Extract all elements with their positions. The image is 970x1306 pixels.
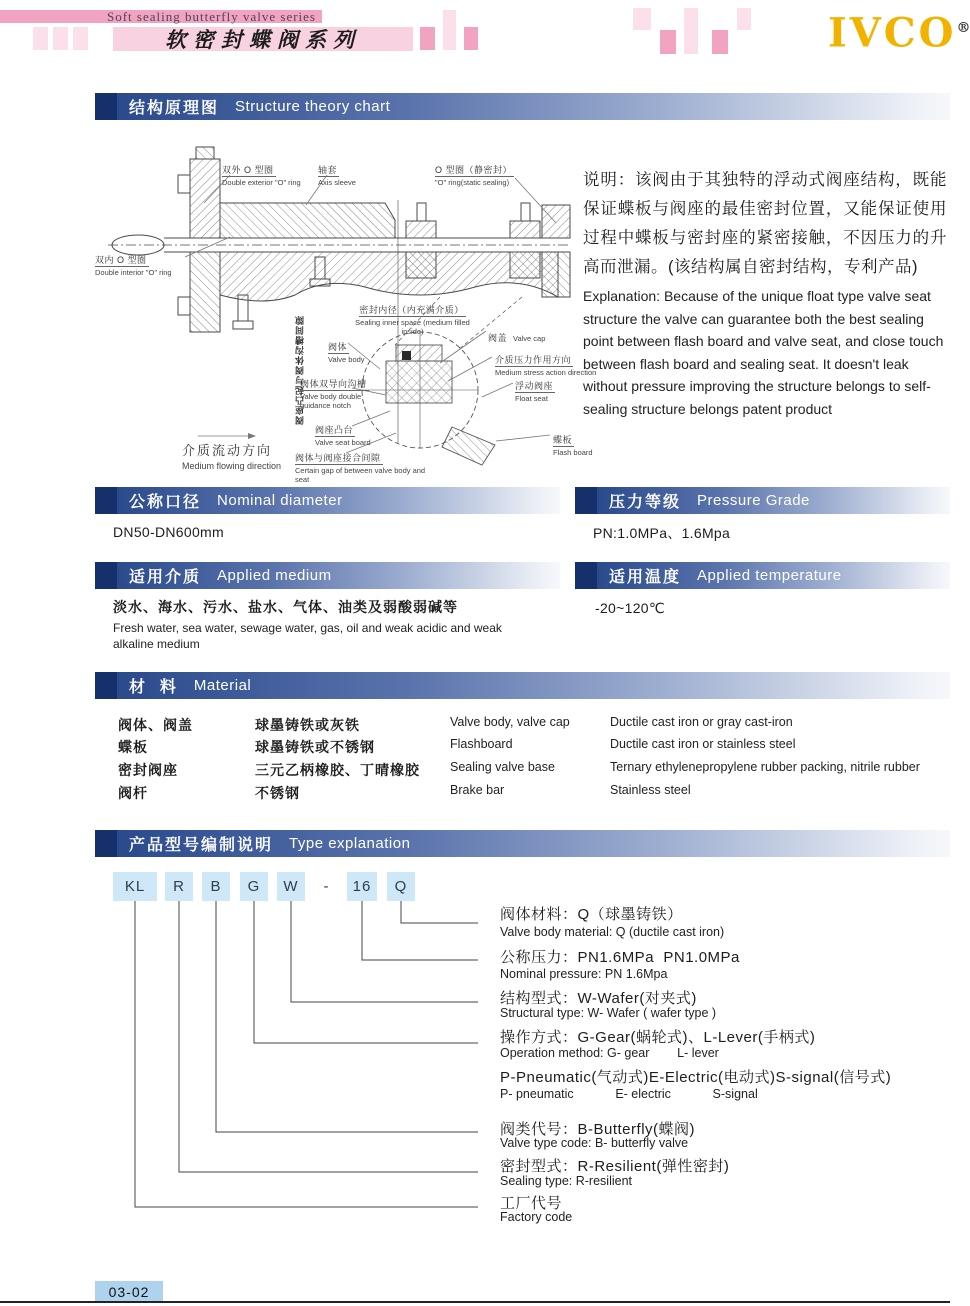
bar-accent-square [95, 672, 117, 699]
material-en-name: Flashboard [450, 737, 513, 751]
footer-rule [0, 1301, 950, 1303]
type-row-en: Sealing type: R-resilient [500, 1174, 633, 1188]
section-medium-bar [95, 562, 560, 589]
section-structure-zh: 结构原理图 [129, 100, 220, 117]
type-row-zh: 公称压力：PN1.6MPa PN1.0MPa [500, 949, 740, 966]
material-en-name: Valve body, valve cap [450, 715, 570, 729]
bar-gradient [117, 562, 560, 589]
bar-gradient [117, 487, 560, 514]
series-title-en: Soft sealing butterfly valve series [106, 8, 316, 24]
bar-accent-square [95, 562, 117, 589]
bar-accent-square [95, 830, 117, 857]
type-row-zh: 密封型式：R-Resilient(弹性密封) [500, 1158, 730, 1175]
type-row-zh: 操作方式：G-Gear(蜗轮式)、L-Lever(手柄式) [500, 1029, 816, 1046]
material-en-name: Brake bar [450, 783, 505, 797]
section-nominal-bar [95, 487, 560, 514]
material-zh-name: 密封阀座 [118, 762, 178, 778]
type-row-en: Valve body material: Q (ductile cast iron) [500, 925, 725, 939]
label-valve-seat-board: 阀座凸台 Valve seat board [315, 425, 371, 448]
label-double-guidance-notch: 阀体双导向沟槽 Valve body double guidance notch [300, 379, 367, 411]
bar-gradient [117, 672, 950, 699]
section-medium-zh: 适用介质 [129, 569, 202, 586]
label-valve-body: 阀体 Valve body [328, 342, 365, 365]
material-row [95, 715, 950, 737]
section-pressure-en: Pressure Grade [697, 492, 810, 509]
type-code-box: KL [113, 872, 157, 901]
material-row [95, 737, 950, 759]
pink-deco-block [660, 30, 676, 54]
label-axis-sleeve: 轴套 Axis sleeve [318, 165, 356, 188]
registered-mark: ® [956, 20, 970, 36]
bar-gradient [117, 93, 950, 120]
bar-accent-square [95, 93, 117, 120]
type-code-box: R [165, 872, 193, 901]
section-pressure-bar [575, 487, 950, 514]
section-type-bar [95, 830, 950, 857]
label-valve-cap: 阀盖 Valve cap [488, 333, 546, 343]
applied-temperature-value: -20~120℃ [595, 600, 665, 616]
series-title-zh: 软密封蝶阀系列 [165, 28, 361, 52]
material-en-material: Stainless steel [610, 783, 691, 797]
bar-accent-square [575, 487, 597, 514]
section-material-en: Material [193, 677, 252, 694]
section-temperature-zh: 适用温度 [609, 569, 682, 586]
bar-accent-square [575, 562, 597, 589]
explanation-zh: 说明：该阀由于其独特的浮动式阀座结构，既能保证蝶板与阀座的最佳密封位置，又能保证使用过程中蝶板与密封座的紧密接触，不因压力的升高而泄漏。(该结构属自密封结构，专利产品) [583, 171, 947, 276]
type-row-zh: 工厂代号 [500, 1195, 563, 1212]
section-nominal-en: Nominal diameter [217, 492, 343, 509]
section-medium-en: Applied medium [217, 567, 332, 584]
section-pressure-zh: 压力等级 [609, 494, 682, 511]
material-zh-material: 三元乙柄橡胶、丁晴橡胶 [255, 762, 420, 778]
type-code-box: B [202, 872, 230, 901]
material-zh-name: 阀杆 [118, 785, 148, 801]
header-series-bar-zh [113, 27, 413, 51]
section-temperature-en: Applied temperature [697, 567, 842, 584]
label-float-seat: 浮动阀座 Float seat [515, 381, 554, 404]
section-type-en: Type explanation [289, 835, 411, 852]
section-structure-bar [95, 93, 950, 120]
section-nominal-zh: 公称口径 [129, 494, 202, 511]
material-en-material: Ductile cast iron or stainless steel [610, 737, 796, 751]
bar-gradient [597, 487, 950, 514]
material-en-material: Ductile cast iron or gray cast-iron [610, 715, 793, 729]
label-seat-groove-gap-vertical: 阀座凸起与阀体沟槽间隙 [295, 315, 305, 425]
section-material-zh: 材 料 [129, 679, 178, 696]
pink-deco-block [53, 27, 68, 50]
material-zh-name: 阀体、阀盖 [118, 717, 193, 733]
pink-deco-block [712, 30, 728, 54]
section-temperature-bar [575, 562, 950, 589]
nominal-diameter-value: DN50-DN600mm [113, 524, 224, 540]
section-material-bar [95, 672, 950, 699]
material-row [95, 783, 950, 805]
type-row-zh: 结构型式：W-Wafer(对夹式) [500, 990, 697, 1007]
pink-deco-block [464, 27, 478, 50]
label-double-exterior-o-ring: 双外 O 型圈 Double exterior "O" ring [222, 165, 301, 188]
bar-gradient [117, 830, 950, 857]
type-row-en: Structural type: W- Wafer ( wafer type ) [500, 1006, 717, 1020]
explanation-en: Explanation: Because of the unique float type valve seat structure the valve can guarantee both the best sealing point between flash board and valve seat, and close touch between flash board and sealing seat. It doesn't leak without pressure improving the structure belongs to self-sealing structure belongs patent product [583, 288, 944, 417]
brand-logo-text: IVCO [828, 9, 957, 57]
pink-deco-block [633, 8, 651, 30]
brand-logo [828, 6, 970, 55]
material-row [95, 760, 950, 782]
type-row-zh: 阀类代号：B-Butterfly(蝶阀) [500, 1121, 696, 1138]
pink-deco-block [420, 27, 435, 50]
material-zh-material: 球墨铸铁或灰铁 [255, 717, 360, 733]
label-sealing-inner-space: 密封内径（内充满介质） Sealing inner space (medium filled inside) [355, 305, 470, 337]
material-en-material: Ternary ethylenepropylene rubber packing, nitrile rubber [610, 760, 920, 774]
label-flash-board: 蝶板 Flash board [553, 435, 593, 458]
type-row-zh: 阀体材料：Q（球墨铸铁） [500, 906, 683, 923]
section-structure-en: Structure theory chart [235, 98, 391, 115]
type-code-dash: - [323, 878, 329, 895]
section-type-zh: 产品型号编制说明 [129, 837, 274, 854]
pressure-grade-value: PN:1.0MPa、1.6Mpa [593, 525, 731, 541]
pink-deco-block [73, 27, 88, 50]
bar-accent-square [95, 487, 117, 514]
type-code-box: W [277, 872, 305, 901]
applied-medium-en: Fresh water, sea water, sewage water, gas, oil and weak acidic and weak alkaline medium [113, 621, 502, 651]
type-code-box: Q [387, 872, 415, 901]
type-row-en: P- pneumatic E- electric S-signal [500, 1087, 758, 1101]
label-medium-stress-direction: 介质压力作用方向 Medium stress action direction [495, 355, 597, 378]
type-row-en: Valve type code: B- butterfly valve [500, 1136, 689, 1150]
type-row-en: Nominal pressure: PN 1.6Mpa [500, 967, 668, 981]
bar-gradient [597, 562, 950, 589]
applied-medium-zh: 淡水、海水、污水、盐水、气体、油类及弱酸弱碱等 [113, 599, 458, 615]
material-zh-name: 蝶板 [118, 739, 148, 755]
type-code-box: G [240, 872, 268, 901]
type-row-zh: P-Pneumatic(气动式)E-Electric(电动式)S-signal(信号式) [500, 1069, 892, 1086]
header-series-bar-en [0, 10, 322, 23]
type-row-en: Operation method: G- gear L- lever [500, 1046, 719, 1060]
material-en-name: Sealing valve base [450, 760, 555, 774]
type-row-en: Factory code [500, 1210, 573, 1224]
label-double-interior-o-ring: 双内 O 型圈 Double interior "O" ring [95, 255, 172, 278]
material-zh-material: 球墨铸铁或不锈钢 [255, 739, 375, 755]
label-o-ring-static: O 型圈（静密封） "O" ring(static sealing) [435, 165, 513, 188]
label-medium-flowing-direction: 介质流动方向 Medium flowing direction [182, 443, 282, 472]
page-number-badge: 03-02 [95, 1281, 163, 1302]
pink-deco-block [33, 27, 48, 50]
material-zh-material: 不锈钢 [255, 785, 300, 801]
type-code-box: 16 [347, 872, 377, 901]
pink-deco-block [684, 8, 698, 54]
label-body-seat-gap: 阀体与阀座接合间隙 Certain gap of between valve body and seat [295, 453, 426, 485]
pink-deco-block [737, 8, 751, 30]
pink-deco-block [443, 10, 456, 50]
